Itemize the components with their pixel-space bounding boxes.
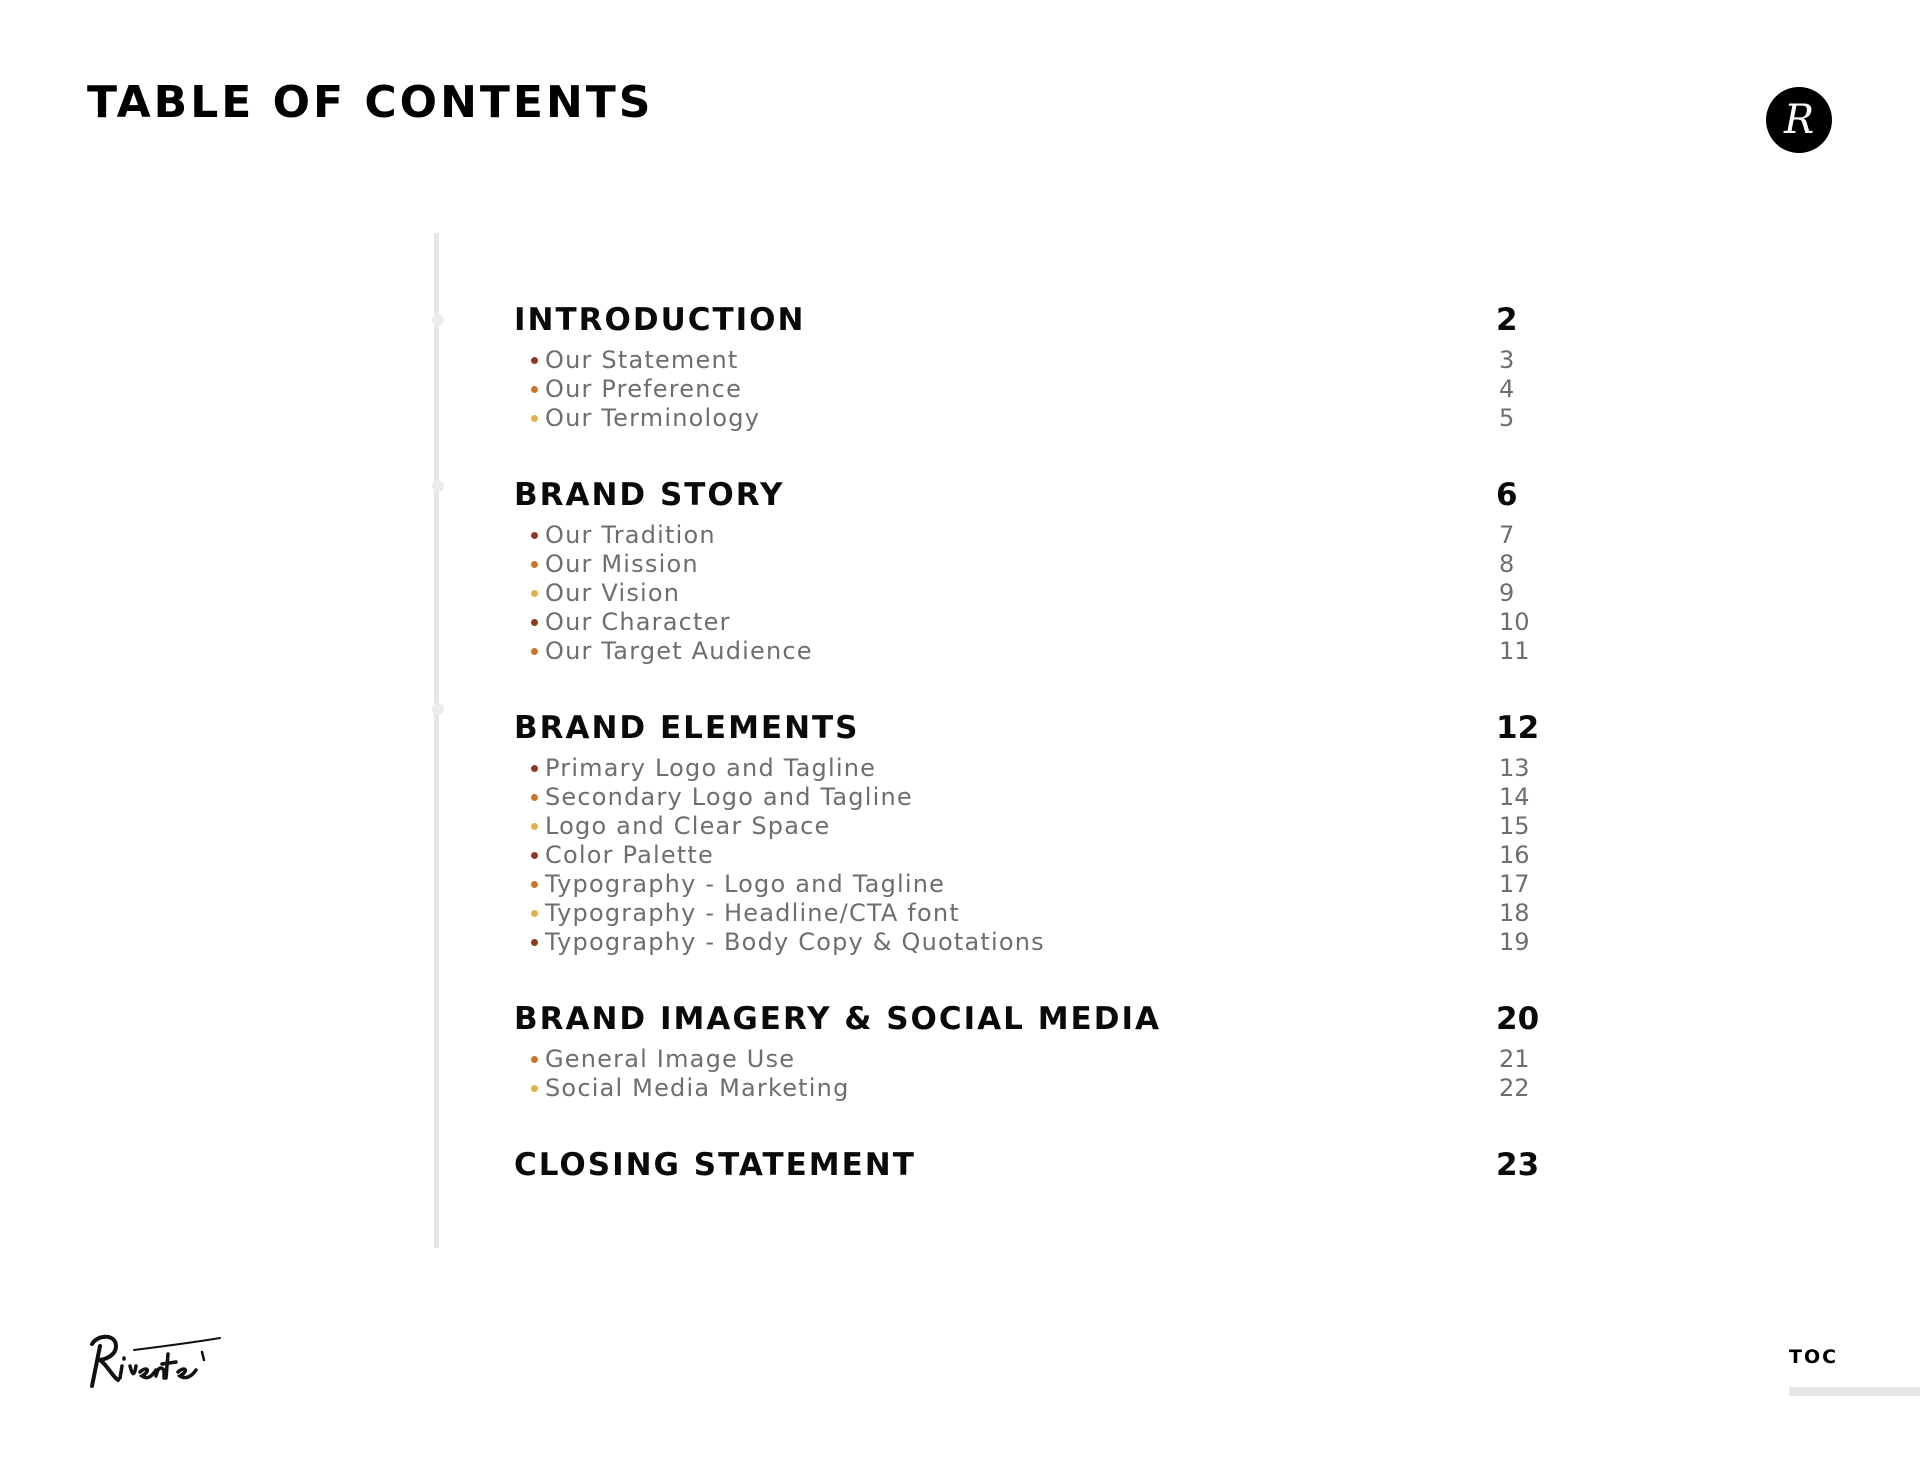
toc-section-row[interactable] xyxy=(514,293,1554,348)
bullet-dot-icon xyxy=(531,852,538,859)
toc-item-page-number: 21 xyxy=(1499,1045,1530,1073)
toc-item[interactable] xyxy=(514,375,1554,404)
toc-item[interactable] xyxy=(514,783,1554,812)
footer-progress-bar xyxy=(1789,1387,1920,1396)
toc-item[interactable] xyxy=(514,579,1554,608)
toc-section-page-number: 23 xyxy=(1496,1147,1540,1183)
toc-section xyxy=(514,293,1554,433)
toc-item-page-number: 19 xyxy=(1499,928,1530,956)
toc-item-page-number: 22 xyxy=(1499,1074,1530,1102)
toc-item[interactable] xyxy=(514,550,1554,579)
toc-item-label: Our Statement xyxy=(545,346,739,374)
toc-item[interactable] xyxy=(514,754,1554,783)
toc-item-page-number: 13 xyxy=(1499,754,1530,782)
toc-item-label: General Image Use xyxy=(545,1045,796,1073)
toc-item-label: Our Tradition xyxy=(545,521,716,549)
toc-item-label: Color Palette xyxy=(545,841,715,869)
toc-item-page-number: 8 xyxy=(1499,550,1515,578)
monogram-badge: R xyxy=(1766,87,1832,153)
bullet-dot-icon xyxy=(531,357,538,364)
toc-item-page-number: 11 xyxy=(1499,637,1530,665)
toc-item-label: Logo and Clear Space xyxy=(545,812,831,840)
timeline-node-brand-story xyxy=(432,480,444,492)
bullet-dot-icon xyxy=(531,794,538,801)
toc-item[interactable] xyxy=(514,521,1554,550)
toc-item-label: Typography - Logo and Tagline xyxy=(545,870,946,898)
bullet-dot-icon xyxy=(531,939,538,946)
bullet-dot-icon xyxy=(531,823,538,830)
toc-item-page-number: 3 xyxy=(1499,346,1515,374)
toc-item-page-number: 16 xyxy=(1499,841,1530,869)
toc-section xyxy=(514,701,1554,957)
bullet-dot-icon xyxy=(531,590,538,597)
toc-item-list xyxy=(514,521,1554,666)
toc-item[interactable] xyxy=(514,404,1554,433)
toc-item-label: Typography - Headline/CTA font xyxy=(545,899,960,927)
toc-section-page-number: 2 xyxy=(1496,302,1518,338)
timeline-node-brand-elements xyxy=(432,703,444,715)
toc-item-list xyxy=(514,1045,1554,1103)
page-title: TABLE OF CONTENTS xyxy=(87,77,654,128)
bullet-dot-icon xyxy=(531,648,538,655)
toc-section-page-number: 20 xyxy=(1496,1001,1540,1037)
toc-section xyxy=(514,1138,1554,1193)
bullet-dot-icon xyxy=(531,881,538,888)
toc-item-list xyxy=(514,754,1554,957)
toc-item-label: Our Preference xyxy=(545,375,743,403)
toc-section-title: CLOSING STATEMENT xyxy=(514,1147,916,1183)
toc-item[interactable] xyxy=(514,1045,1554,1074)
toc-item-label: Typography - Body Copy & Quotations xyxy=(545,928,1045,956)
bullet-dot-icon xyxy=(531,619,538,626)
toc-section-title: BRAND ELEMENTS xyxy=(514,710,860,746)
toc-item[interactable] xyxy=(514,899,1554,928)
footer-section-label: TOC xyxy=(1789,1346,1839,1368)
bullet-dot-icon xyxy=(531,386,538,393)
bullet-dot-icon xyxy=(531,561,538,568)
toc-item[interactable] xyxy=(514,812,1554,841)
toc-section-row[interactable] xyxy=(514,468,1554,523)
toc-section-row[interactable] xyxy=(514,1138,1554,1193)
toc-item-label: Secondary Logo and Tagline xyxy=(545,783,913,811)
toc-item-page-number: 4 xyxy=(1499,375,1515,403)
toc-item-page-number: 17 xyxy=(1499,870,1530,898)
toc-item-page-number: 9 xyxy=(1499,579,1515,607)
bullet-dot-icon xyxy=(531,1056,538,1063)
toc-item-label: Primary Logo and Tagline xyxy=(545,754,877,782)
bullet-dot-icon xyxy=(531,1085,538,1092)
brand-logo xyxy=(86,1330,222,1394)
toc-item-label: Our Target Audience xyxy=(545,637,813,665)
bullet-dot-icon xyxy=(531,415,538,422)
toc-section-title: INTRODUCTION xyxy=(514,302,806,338)
toc-section-row[interactable] xyxy=(514,701,1554,756)
bullet-dot-icon xyxy=(531,765,538,772)
toc-item-page-number: 7 xyxy=(1499,521,1515,549)
toc-section-title: BRAND IMAGERY & SOCIAL MEDIA xyxy=(514,1001,1161,1037)
toc-item-page-number: 5 xyxy=(1499,404,1515,432)
bullet-dot-icon xyxy=(531,910,538,917)
toc-item-label: Our Terminology xyxy=(545,404,761,432)
toc-item[interactable] xyxy=(514,841,1554,870)
toc-item[interactable] xyxy=(514,637,1554,666)
toc-item-list xyxy=(514,346,1554,433)
toc-item-label: Social Media Marketing xyxy=(545,1074,850,1102)
toc-section-page-number: 6 xyxy=(1496,477,1518,513)
toc-section xyxy=(514,992,1554,1103)
table-of-contents xyxy=(514,293,1554,1228)
toc-item-page-number: 18 xyxy=(1499,899,1530,927)
toc-item[interactable] xyxy=(514,1074,1554,1103)
toc-item-label: Our Vision xyxy=(545,579,681,607)
toc-item-page-number: 14 xyxy=(1499,783,1530,811)
toc-item[interactable] xyxy=(514,928,1554,957)
toc-item[interactable] xyxy=(514,870,1554,899)
toc-section-row[interactable] xyxy=(514,992,1554,1047)
toc-item[interactable] xyxy=(514,346,1554,375)
bullet-dot-icon xyxy=(531,532,538,539)
timeline-line xyxy=(434,233,439,1248)
timeline-node-introduction xyxy=(432,314,444,326)
toc-section-title: BRAND STORY xyxy=(514,477,785,513)
toc-item[interactable] xyxy=(514,608,1554,637)
toc-item-page-number: 10 xyxy=(1499,608,1530,636)
toc-section-page-number: 12 xyxy=(1496,710,1540,746)
toc-item-label: Our Character xyxy=(545,608,731,636)
toc-item-label: Our Mission xyxy=(545,550,699,578)
toc-section xyxy=(514,468,1554,666)
toc-item-page-number: 15 xyxy=(1499,812,1530,840)
